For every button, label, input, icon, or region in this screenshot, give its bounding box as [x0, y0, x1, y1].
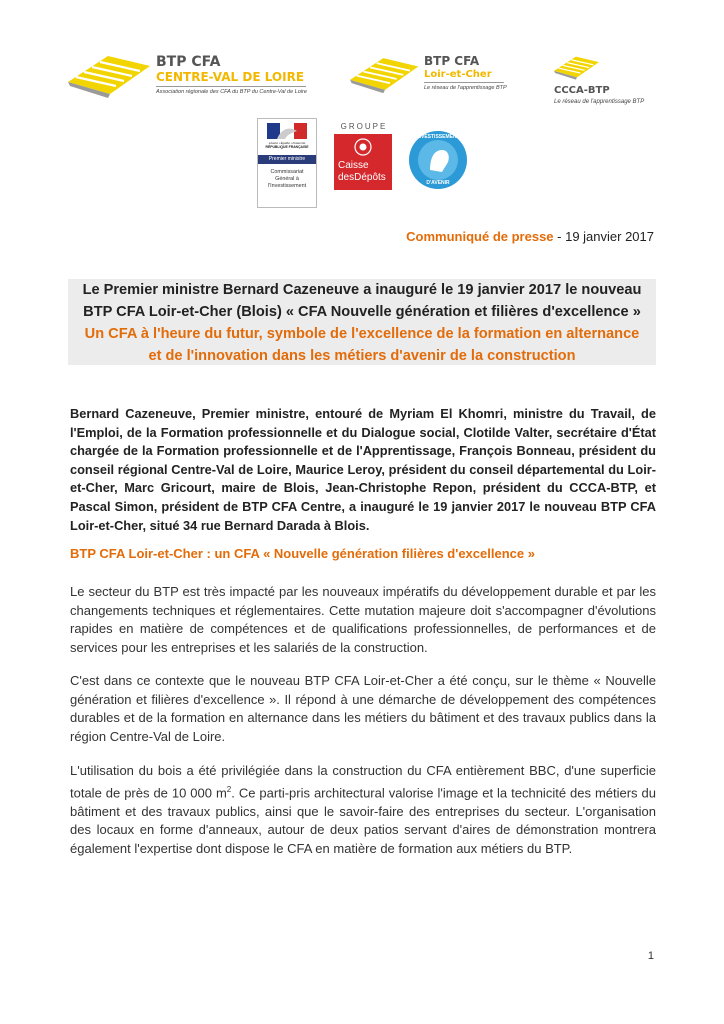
btp-cfa-centre-val-de-loire-logo: [68, 50, 308, 102]
logo-divider: [156, 86, 306, 87]
premier-ministre-cgi-logo: [257, 118, 317, 208]
logo-tagline: Association régionale des CFA du BTP du Centre-Val de Loire: [156, 89, 307, 95]
ccca-btp-logo: [552, 50, 662, 110]
logo-subtitle: CENTRE-VAL DE LOIRE: [156, 70, 305, 84]
cgi-label: Commissariat Général à l'Investissement: [267, 169, 307, 189]
btp-cfa-loir-et-cher-logo: [350, 50, 510, 102]
headline-line-4: et de l'innovation dans les métiers d'avenir de la construction: [148, 348, 576, 364]
logo-subtitle: Loir-et-Cher: [424, 69, 492, 80]
logo-tagline: Le réseau de l'apprentissage BTP: [554, 99, 645, 105]
body-paragraph-2: C'est dans ce contexte que le nouveau BTP CFA Loir-et-Cher a été conçu, sur le thème « Nouvelle génération et filières d'excellence ». Il répond à une démarche de développement des compétences durables et de la formation en alternance dans les métiers du bâtiment et des travaux publics dans la région Centre-Val de Loire.: [70, 673, 656, 744]
body-paragraph-3: [70, 762, 656, 858]
headline-line-2: BTP CFA Loir-et-Cher (Blois) « CFA Nouvelle génération et filières d'excellence »: [83, 304, 641, 320]
btp-cfa-stripes-icon: [350, 54, 420, 94]
logo-tagline: Le réseau de l'apprentissage BTP: [424, 85, 507, 91]
lead-paragraph: Bernard Cazeneuve, Premier ministre, entouré de Myriam El Khomri, ministre du Travail, de l'Emploi, de la Formation professionnelle et du Dialogue social, Clotilde Valter, secrétaire d'État chargée de la Formation professionnelle et de l'Apprentissage, François Bonneau, président du conseil régional Centre-Val de Loire, Maurice Leroy, président du conseil départemental du Loir-et-Cher, Marc Gricourt, maire de Blois, Jean-Christophe Repon, président du CCCA-BTP, et Pascal Simon, président de BTP CFA Centre, a inauguré le 19 janvier 2017 le nouveau BTP CFA Loir-et-Cher, situé 34 rue Bernard Darada à Blois.: [70, 406, 656, 533]
republic-motto: Liberté • Égalité • Fraternité: [268, 141, 306, 145]
republic-label: RÉPUBLIQUE FRANÇAISE: [265, 145, 309, 149]
press-release-label: Communiqué de presse: [406, 229, 554, 244]
headline-line-1: Le Premier ministre Bernard Cazeneuve a inauguré le 19 janvier 2017 le nouveau: [82, 282, 642, 298]
marianne-icon: [267, 123, 307, 139]
body-paragraph-3-end: . Ce parti-pris architectural valorise l'image et la technicité des métiers du bâtiment et des travaux publics, ainsi que le savoir-faire des entreprises du secteur. L'organisation des locaux en forme d'anneaux, autour de deux patios servant d'aires de démonstration montrera également l'expertise dont dispose le CFA en matière de formation aux métiers du BTP.: [70, 784, 656, 856]
caisse-name-line2: desDépôts: [338, 172, 386, 183]
headline-line-3: Un CFA à l'heure du futur, symbole de l'excellence de la formation en alternance: [84, 326, 640, 342]
headline-box: [68, 279, 656, 365]
logo-title: CCCA-BTP: [554, 85, 610, 96]
body-paragraph-1: Le secteur du BTP est très impacté par les nouveaux impératifs du développement durable et par les changements techniques et réglementaires. Cette mutation majeure doit s'accompagner d'évolutions rapides en matière de compétences et de qualifications professionnelles, de performances et de services pour les entreprises et les salariés de la construction.: [70, 584, 656, 655]
body-paragraph-3-start: L'utilisation du bois a été privilégiée dans la construction du CFA entièrement BBC, d'une superficie totale de près de 10 000 m: [70, 763, 656, 800]
investissements-avenir-logo: [408, 130, 468, 190]
premier-ministre-band: Premier ministre: [258, 155, 316, 164]
caisse-emblem-icon: [352, 138, 374, 156]
superscript-2: 2: [226, 784, 232, 794]
avenir-top-text: INVESTISSEMENTS: [416, 134, 463, 140]
section-subheading: BTP CFA Loir-et-Cher : un CFA « Nouvelle génération filières d'excellence »: [70, 546, 535, 561]
logo-title: BTP CFA: [424, 54, 480, 68]
press-release-date: - 19 janvier 2017: [553, 229, 654, 244]
avenir-bottom-text: D'AVENIR: [426, 180, 450, 186]
page-number: 1: [647, 950, 654, 962]
press-release-line: [406, 229, 654, 244]
caisse-des-depots-logo: [332, 122, 396, 192]
groupe-label: GROUPE: [340, 122, 388, 131]
btp-cfa-stripes-icon: [68, 52, 152, 98]
logo-title: BTP CFA: [156, 54, 221, 70]
ccca-stripes-icon: [554, 50, 600, 84]
caisse-name-line1: Caisse: [338, 160, 369, 171]
logo-divider: [424, 82, 504, 83]
